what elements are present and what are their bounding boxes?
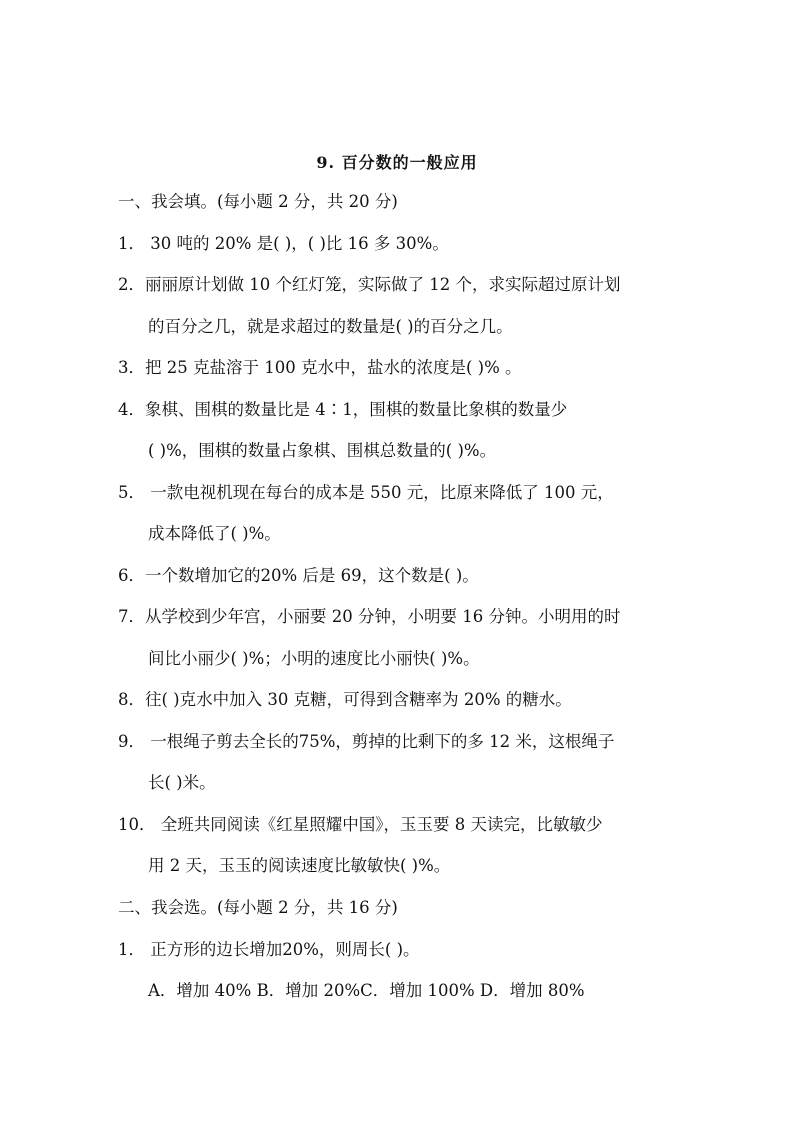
- question-1-6: 6．一个数增加它的20% 后是 69，这个数是( )。: [118, 566, 479, 585]
- question-1-3: 3．把 25 克盐溶于 100 克水中，盐水的浓度是( )% 。: [118, 358, 522, 377]
- section-1-heading: 一、我会填。(每小题 2 分，共 20 分): [118, 192, 398, 211]
- question-1-8: 8．往( )克水中加入 30 克糖，可得到含糖率为 20% 的糖水。: [118, 690, 572, 709]
- question-1-1: 1． 30 吨的 20% 是( )，( )比 16 多 30%。: [118, 234, 449, 253]
- question-1-9: 9． 一根绳子剪去全长的75%，剪掉的比剩下的多 12 米，这根绳子: [118, 732, 615, 751]
- question-1-5: 5． 一款电视机现在每台的成本是 550 元，比原来降低了 100 元，: [118, 483, 614, 502]
- question-2-1-options: A．增加 40% B．增加 20%C．增加 100% D．增加 80%: [148, 981, 585, 1000]
- question-1-2-cont: 的百分之几，就是求超过的数量是( )的百分之几。: [148, 317, 513, 336]
- section-2-heading: 二、我会选。(每小题 2 分，共 16 分): [118, 898, 398, 917]
- question-2-1: 1． 正方形的边长增加20%，则周长( )。: [118, 940, 420, 959]
- question-1-10-cont: 用 2 天，玉玉的阅读速度比敏敏快( )%。: [148, 856, 451, 875]
- question-1-9-cont: 长( )米。: [148, 773, 216, 792]
- question-1-10: 10． 全班共同阅读《红星照耀中国》，玉玉要 8 天读完，比敏敏少: [118, 815, 603, 834]
- question-1-4-cont: ( )%，围棋的数量占象棋、围棋总数量的( )%。: [148, 441, 497, 460]
- question-1-5-cont: 成本降低了( )%。: [148, 524, 281, 543]
- question-1-2: 2．丽丽原计划做 10 个红灯笼，实际做了 12 个，求实际超过原计划: [118, 275, 621, 294]
- question-1-7: 7．从学校到少年宫，小丽要 20 分钟，小明要 16 分钟。小明用的时: [118, 607, 621, 626]
- question-1-7-cont: 间比小丽少( )%；小明的速度比小丽快( )%。: [148, 649, 480, 668]
- page-title: 9. 百分数的一般应用: [316, 153, 478, 172]
- question-1-4: 4．象棋、围棋的数量比是 4∶1，围棋的数量比象棋的数量少: [118, 400, 568, 419]
